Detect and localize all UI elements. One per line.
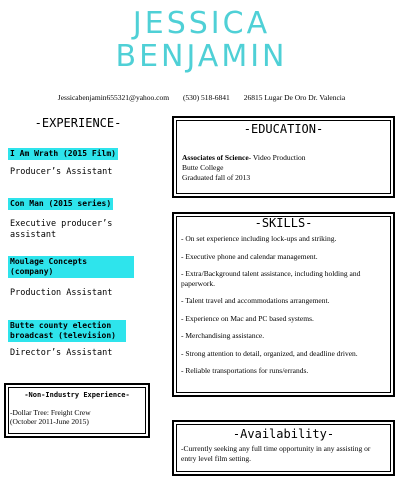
skill-item: - Executive phone and calendar management. xyxy=(181,251,318,261)
education-graduated: Graduated fall of 2013 xyxy=(182,173,251,182)
name-first: JESSICA xyxy=(132,6,271,41)
skills-list xyxy=(181,234,387,384)
non-industry-box xyxy=(4,383,150,438)
job-title: I Am Wrath (2015 Film) xyxy=(10,149,116,158)
non-industry-line: -Dollar Tree: Freight Crew xyxy=(10,408,91,417)
name-last: BENJAMIN xyxy=(115,39,288,74)
skill-item: - Strong attention to detail, organized, and deadline driven. xyxy=(181,348,358,358)
skill-item: - Extra/Background talent assistance, including holding and paperwork. xyxy=(181,269,361,288)
education-box xyxy=(172,116,395,198)
skills-title: -SKILLS- xyxy=(254,216,313,230)
degree-field: - Video Production xyxy=(248,153,306,162)
job-title: Butte county election broadcast (television) xyxy=(8,320,126,342)
job-role: Production Assistant xyxy=(10,288,113,298)
address-text: 26815 Lugar De Oro Dr. Valencia xyxy=(243,93,346,102)
skill-item: - Reliable transportations for runs/errands. xyxy=(181,366,309,375)
skill-item: - Merchandising assistance. xyxy=(181,331,265,340)
experience-title: -EXPERIENCE- xyxy=(34,116,122,130)
job-role: Director’s Assistant xyxy=(10,348,113,358)
education-school: Butte College xyxy=(182,163,224,172)
education-title: -EDUCATION- xyxy=(243,122,324,136)
job-role: Producer’s Assistant xyxy=(10,167,113,177)
degree-text: Associates of Science xyxy=(182,153,249,162)
email-text: Jessicabenjamin655321@yahoo.com xyxy=(57,93,170,102)
availability-title: -Availability- xyxy=(232,427,335,441)
skills-box xyxy=(172,212,395,397)
contact-line xyxy=(0,93,403,102)
job-title: Con Man (2015 series) xyxy=(10,199,112,208)
skill-item: - Talent travel and accommodations arrangement. xyxy=(181,296,330,305)
skill-item: - On set experience including lock-ups and striking. xyxy=(181,234,337,243)
non-industry-line: (October 2011-June 2015) xyxy=(10,417,89,426)
non-industry-title: -Non-Industry Experience- xyxy=(24,391,130,399)
job-role: Executive producer’s assistant xyxy=(10,219,113,240)
education-degree xyxy=(182,153,306,163)
availability-text: -Currently seeking any full time opportunity in any assisting or entry level film setting. xyxy=(181,444,371,463)
job-title: Moulage Concepts (company) xyxy=(8,256,134,278)
phone-text: (530) 518-6841 xyxy=(182,93,230,102)
skill-item: - Experience on Mac and PC based systems. xyxy=(181,313,314,323)
availability-box xyxy=(172,420,395,476)
